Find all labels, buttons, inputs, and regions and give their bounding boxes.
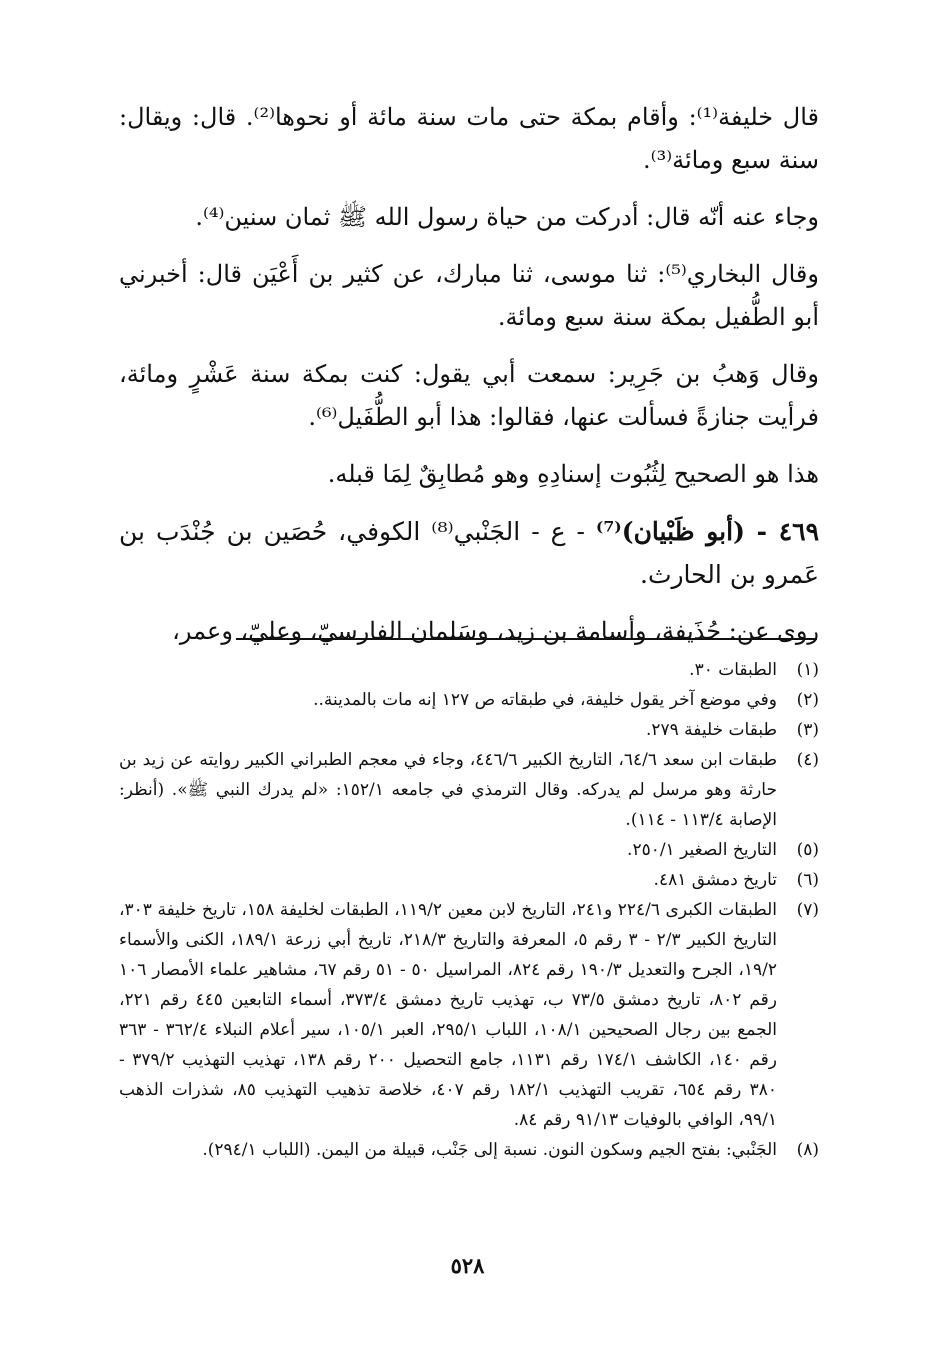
footnote-text: طبقات ابن سعد ٦٤/٦، التاريخ الكبير ٤٤٦/٦، وجاء في معجم الطبراني الكبير روايته عن زيد بن حارثة وهو مرسل لم يدركه. وقال الترمذي في جامعه ١٥٢/١: «لم يدرك النبي ﷺ». (أنظر: الإصابة ١١٣/٤ - ١١٤).: [119, 750, 777, 830]
footnote-text: تاريخ دمشق ٤٨١.: [653, 870, 777, 890]
footnote: [119, 655, 819, 685]
footnote: [119, 715, 819, 745]
paragraph-wahb: وقال وَهبُ بن جَرِير: سمعت أبي يقول: كنت بمكة سنة عَشْرٍ ومائة، فرأيت جنازةً فسألت عنها، فقالوا: هذا أبو الطُّفَيل⁽⁶⁾.: [119, 360, 819, 431]
footnote: [119, 685, 819, 715]
footnote: [119, 835, 819, 865]
main-text: [119, 96, 819, 653]
page-number: ٥٢٨: [450, 1253, 485, 1278]
footnote-text: الطبقات الكبرى ٢٢٤/٦ و٢٤١، التاريخ لابن معين ١١٩/٢، الطبقات لخليفة ١٥٨، تاريخ خليفة ٣٠٣، التاريخ الكبير ٢/٣ - ٣ رقم ٥، المعرفة والتاريخ ٢١٨/٣، تاريخ أبي زرعة ١٨٩/١، الكنى والأسماء ١٩/٢، الجرح والتعديل ١٩٠/٣ رقم ٨٢٤، المراسيل ٥٠ - ٥١ رقم ٦٧، مشاهير علماء الأمصار ١٠٦ رقم ٨٠٢، تاريخ دمشق ٧٣/٥ ب، تهذيب تاريخ دمشق ٣٧٣/٤، أسماء التابعين ٤٤٥ رقم ٢٢١، الجمع بين رجال الصحيحين ١٠٨/١، اللباب ٢٩٥/١، العبر ١٠٥/١، سير أعلام النبلاء ٣٦٢/٤ - ٣٦٣ رقم ١٤٠، الكاشف ١٧٤/١ رقم ١١٣١، جامع التحصيل ٢٠٠ رقم ١٣٨، تهذيب التهذيب ٣٧٩/٢ - ٣٨٠ رقم ٦٥٤، تقريب التهذيب ١٨٢/١ رقم ٤٠٧، خلاصة تذهيب التهذيب ٨٥، شذرات الذهب ٩٩/١، الوافي بالوفيات ٩١/١٣ رقم ٨٤.: [119, 900, 778, 1130]
entry-heading: ٤٦٩ - (أبو ظَبْيان)⁽⁷⁾: [595, 517, 820, 546]
footnote-divider: [236, 638, 817, 640]
biography-entry: [119, 510, 819, 596]
paragraph-bukhari: وقال البخاري⁽⁵⁾: ثنا موسى، ثنا مبارك، عن كثير بن أَعْيَن قال: أخبرني أبو الطُّفيل بمكة سنة سبع ومائة.: [119, 260, 819, 331]
entry-lineage: - ع - الجَنْبي⁽⁸⁾ الكوفي، حُصَين بن جُنْدَب بن عَمرو بن الحارث.: [119, 517, 819, 589]
footnote-number: (٢): [796, 690, 819, 710]
footnote-number: (٤): [796, 750, 819, 770]
paragraph-narration: وجاء عنه أنّه قال: أدركت من حياة رسول الله ﷺ ثمان سنين⁽⁴⁾.: [195, 203, 819, 231]
footnote-number: (٨): [796, 1140, 819, 1160]
paragraph-khalifa: قال خليفة⁽¹⁾: وأقام بمكة حتى مات سنة مائة أو نحوها⁽²⁾. قال: ويقال: سنة سبع ومائة⁽³⁾.: [119, 103, 820, 174]
footnotes: [119, 655, 819, 1165]
footnote-text: الجَنْبي: بفتح الجيم وسكون النون. نسبة إلى جَنْب، قبيلة من اليمن. (اللباب ٢٩٤/١).: [202, 1140, 777, 1160]
paragraph-narrated-from: روى عن: حُذَيفة، وأسامة بن زيد، وسَلمان الفارسيّ، وعليّ، وعمر،: [172, 617, 819, 645]
footnote-number: (٥): [796, 840, 819, 860]
footnote-text: التاريخ الصغير ٢٥٠/١.: [627, 840, 777, 860]
footnote-number: (٣): [796, 720, 819, 740]
footnote: [119, 865, 819, 895]
footnote-text: طبقات خليفة ٢٧٩.: [645, 720, 777, 740]
footnote: [119, 895, 819, 1135]
footnote-text: وفي موضع آخر يقول خليفة، في طبقاته ص ١٢٧ إنه مات بالمدينة..: [313, 690, 777, 710]
paragraph-verdict: هذا هو الصحيح لِثُبُوت إسنادِهِ وهو مُطابِقٌ لِمَا قبله.: [327, 460, 819, 488]
footnote: [119, 745, 819, 835]
footnote-number: (٦): [796, 870, 819, 890]
footnote: [119, 1135, 819, 1165]
footnote-number: (١): [796, 660, 819, 680]
footnote-text: الطبقات ٣٠.: [689, 660, 777, 680]
footnote-number: (٧): [796, 900, 819, 920]
